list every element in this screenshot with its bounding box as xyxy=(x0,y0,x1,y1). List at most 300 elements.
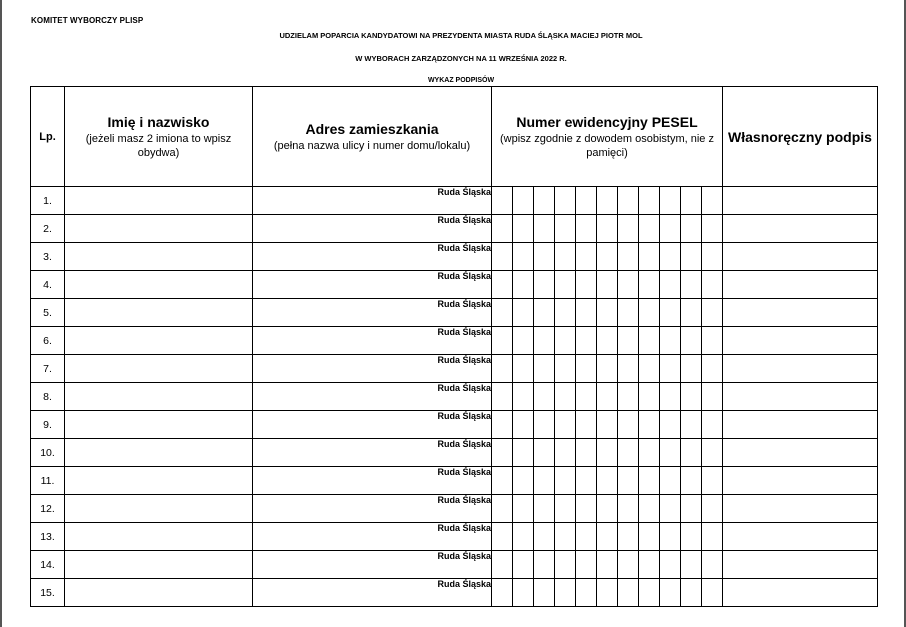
pesel-digit-grid xyxy=(492,187,722,214)
address-field[interactable] xyxy=(253,439,492,467)
pesel-digit-box[interactable] xyxy=(618,495,639,522)
committee-name: KOMITET WYBORCZY PLISP xyxy=(31,16,144,25)
address-city: Ruda Śląska xyxy=(437,523,491,533)
address-city: Ruda Śląska xyxy=(437,355,491,365)
pesel-digit-box[interactable] xyxy=(513,551,534,578)
address-field[interactable] xyxy=(253,215,492,243)
pesel-digit-grid xyxy=(492,243,722,270)
pesel-digit-box[interactable] xyxy=(534,439,555,466)
pesel-digit-grid xyxy=(492,383,722,410)
signature-field[interactable] xyxy=(723,299,878,327)
pesel-digit-box[interactable] xyxy=(576,467,597,494)
pesel-digit-box[interactable] xyxy=(618,383,639,410)
pesel-digit-box[interactable] xyxy=(618,523,639,550)
address-field[interactable] xyxy=(253,187,492,215)
name-field[interactable] xyxy=(65,551,253,579)
pesel-digit-box[interactable] xyxy=(702,327,722,354)
header-name xyxy=(65,87,253,187)
page-edge-left xyxy=(0,0,2,627)
table-row xyxy=(31,299,878,327)
pesel-digit-box[interactable] xyxy=(660,355,681,382)
pesel-digit-box[interactable] xyxy=(576,243,597,270)
pesel-digit-box[interactable] xyxy=(534,299,555,326)
header-address-title: Adres zamieszkania xyxy=(305,120,439,137)
table-row xyxy=(31,243,878,271)
pesel-digit-box[interactable] xyxy=(492,411,513,438)
pesel-digit-box[interactable] xyxy=(534,215,555,242)
pesel-digit-box[interactable] xyxy=(492,495,513,522)
table-row xyxy=(31,523,878,551)
pesel-digit-box[interactable] xyxy=(513,355,534,382)
pesel-field[interactable] xyxy=(492,271,723,299)
pesel-digit-box[interactable] xyxy=(639,439,660,466)
row-number: 14. xyxy=(31,551,65,579)
pesel-digit-box[interactable] xyxy=(597,495,618,522)
pesel-digit-box[interactable] xyxy=(534,355,555,382)
row-number: 8. xyxy=(31,383,65,411)
pesel-digit-box[interactable] xyxy=(618,299,639,326)
pesel-digit-box[interactable] xyxy=(597,551,618,578)
table-row xyxy=(31,467,878,495)
table-row xyxy=(31,439,878,467)
pesel-digit-box[interactable] xyxy=(597,243,618,270)
table-row xyxy=(31,411,878,439)
pesel-field[interactable] xyxy=(492,299,723,327)
pesel-digit-box[interactable] xyxy=(555,383,576,410)
address-field[interactable] xyxy=(253,355,492,383)
name-field[interactable] xyxy=(65,187,253,215)
pesel-digit-box[interactable] xyxy=(597,327,618,354)
address-field[interactable] xyxy=(253,383,492,411)
signature-table xyxy=(30,86,878,607)
pesel-digit-box[interactable] xyxy=(492,299,513,326)
row-number: 12. xyxy=(31,495,65,523)
pesel-digit-box[interactable] xyxy=(555,187,576,214)
pesel-digit-box[interactable] xyxy=(681,243,702,270)
pesel-digit-box[interactable] xyxy=(681,355,702,382)
address-city: Ruda Śląska xyxy=(437,383,491,393)
pesel-digit-box[interactable] xyxy=(702,579,722,606)
address-field[interactable] xyxy=(253,495,492,523)
pesel-digit-box[interactable] xyxy=(597,439,618,466)
address-city: Ruda Śląska xyxy=(437,551,491,561)
address-city: Ruda Śląska xyxy=(437,439,491,449)
pesel-digit-box[interactable] xyxy=(702,467,722,494)
pesel-digit-box[interactable] xyxy=(660,187,681,214)
pesel-digit-box[interactable] xyxy=(702,187,722,214)
pesel-digit-box[interactable] xyxy=(681,551,702,578)
pesel-field[interactable] xyxy=(492,551,723,579)
pesel-digit-box[interactable] xyxy=(492,215,513,242)
signature-field[interactable] xyxy=(723,215,878,243)
pesel-digit-box[interactable] xyxy=(660,523,681,550)
pesel-digit-box[interactable] xyxy=(618,187,639,214)
pesel-digit-grid xyxy=(492,327,722,354)
pesel-digit-box[interactable] xyxy=(492,523,513,550)
pesel-digit-grid xyxy=(492,299,722,326)
pesel-digit-box[interactable] xyxy=(639,243,660,270)
header-pesel-hint: (wpisz zgodnie z dowodem osobistym, nie z pamięci) xyxy=(500,132,714,159)
row-number: 2. xyxy=(31,215,65,243)
pesel-digit-box[interactable] xyxy=(618,467,639,494)
signature-field[interactable] xyxy=(723,411,878,439)
pesel-digit-box[interactable] xyxy=(576,355,597,382)
pesel-digit-box[interactable] xyxy=(576,551,597,578)
address-city: Ruda Śląska xyxy=(437,187,491,197)
pesel-digit-box[interactable] xyxy=(513,383,534,410)
pesel-digit-box[interactable] xyxy=(660,271,681,298)
pesel-digit-box[interactable] xyxy=(660,579,681,606)
pesel-digit-box[interactable] xyxy=(639,271,660,298)
pesel-digit-grid xyxy=(492,579,722,606)
pesel-digit-box[interactable] xyxy=(681,579,702,606)
pesel-digit-box[interactable] xyxy=(555,439,576,466)
pesel-digit-box[interactable] xyxy=(618,355,639,382)
pesel-digit-box[interactable] xyxy=(618,411,639,438)
name-field[interactable] xyxy=(65,523,253,551)
pesel-digit-box[interactable] xyxy=(639,411,660,438)
pesel-digit-grid xyxy=(492,523,722,550)
address-city: Ruda Śląska xyxy=(437,411,491,421)
pesel-digit-box[interactable] xyxy=(597,271,618,298)
pesel-digit-box[interactable] xyxy=(492,271,513,298)
address-field[interactable] xyxy=(253,243,492,271)
pesel-field[interactable] xyxy=(492,355,723,383)
header-lp: Lp. xyxy=(31,87,65,187)
pesel-digit-box[interactable] xyxy=(576,327,597,354)
signature-field[interactable] xyxy=(723,187,878,215)
pesel-digit-box[interactable] xyxy=(513,187,534,214)
name-field[interactable] xyxy=(65,243,253,271)
pesel-digit-box[interactable] xyxy=(618,579,639,606)
pesel-digit-box[interactable] xyxy=(702,243,722,270)
pesel-digit-box[interactable] xyxy=(492,579,513,606)
pesel-digit-box[interactable] xyxy=(576,579,597,606)
name-field[interactable] xyxy=(65,383,253,411)
address-field[interactable] xyxy=(253,411,492,439)
pesel-digit-box[interactable] xyxy=(618,551,639,578)
pesel-field[interactable] xyxy=(492,243,723,271)
name-field[interactable] xyxy=(65,467,253,495)
pesel-digit-box[interactable] xyxy=(681,467,702,494)
header-pesel-title: Numer ewidencyjny PESEL xyxy=(516,113,698,130)
pesel-digit-box[interactable] xyxy=(660,243,681,270)
signature-field[interactable] xyxy=(723,271,878,299)
pesel-digit-box[interactable] xyxy=(681,495,702,522)
address-field[interactable] xyxy=(253,271,492,299)
pesel-digit-box[interactable] xyxy=(639,299,660,326)
row-number: 5. xyxy=(31,299,65,327)
pesel-digit-box[interactable] xyxy=(681,327,702,354)
name-field[interactable] xyxy=(65,299,253,327)
pesel-digit-box[interactable] xyxy=(492,439,513,466)
row-number: 9. xyxy=(31,411,65,439)
pesel-digit-box[interactable] xyxy=(513,467,534,494)
pesel-digit-box[interactable] xyxy=(534,495,555,522)
address-city: Ruda Śląska xyxy=(437,495,491,505)
row-number: 11. xyxy=(31,467,65,495)
pesel-digit-box[interactable] xyxy=(660,327,681,354)
pesel-digit-box[interactable] xyxy=(639,551,660,578)
pesel-digit-box[interactable] xyxy=(513,243,534,270)
pesel-digit-box[interactable] xyxy=(702,495,722,522)
address-city: Ruda Śląska xyxy=(437,467,491,477)
row-number: 15. xyxy=(31,579,65,607)
pesel-digit-box[interactable] xyxy=(639,187,660,214)
pesel-digit-box[interactable] xyxy=(576,271,597,298)
name-field[interactable] xyxy=(65,215,253,243)
name-field[interactable] xyxy=(65,411,253,439)
address-city: Ruda Śląska xyxy=(437,243,491,253)
name-field[interactable] xyxy=(65,271,253,299)
pesel-digit-box[interactable] xyxy=(597,299,618,326)
pesel-digit-box[interactable] xyxy=(639,327,660,354)
signature-field[interactable] xyxy=(723,579,878,607)
pesel-digit-box[interactable] xyxy=(639,215,660,242)
pesel-digit-box[interactable] xyxy=(702,215,722,242)
address-field[interactable] xyxy=(253,467,492,495)
table-row xyxy=(31,215,878,243)
pesel-digit-box[interactable] xyxy=(597,467,618,494)
pesel-field[interactable] xyxy=(492,523,723,551)
signature-field[interactable] xyxy=(723,383,878,411)
name-field[interactable] xyxy=(65,355,253,383)
pesel-digit-box[interactable] xyxy=(618,271,639,298)
pesel-field[interactable] xyxy=(492,383,723,411)
address-field[interactable] xyxy=(253,523,492,551)
pesel-digit-box[interactable] xyxy=(534,383,555,410)
pesel-digit-box[interactable] xyxy=(639,495,660,522)
pesel-digit-box[interactable] xyxy=(576,215,597,242)
pesel-digit-box[interactable] xyxy=(576,439,597,466)
pesel-digit-box[interactable] xyxy=(555,579,576,606)
address-city: Ruda Śląska xyxy=(437,271,491,281)
pesel-digit-box[interactable] xyxy=(639,355,660,382)
pesel-field[interactable] xyxy=(492,327,723,355)
pesel-digit-box[interactable] xyxy=(618,243,639,270)
pesel-digit-box[interactable] xyxy=(513,411,534,438)
pesel-digit-box[interactable] xyxy=(576,383,597,410)
pesel-digit-grid xyxy=(492,355,722,382)
pesel-digit-box[interactable] xyxy=(555,355,576,382)
pesel-digit-box[interactable] xyxy=(555,243,576,270)
pesel-digit-box[interactable] xyxy=(513,299,534,326)
table-row xyxy=(31,383,878,411)
pesel-digit-box[interactable] xyxy=(681,411,702,438)
pesel-digit-box[interactable] xyxy=(576,411,597,438)
pesel-digit-box[interactable] xyxy=(660,467,681,494)
pesel-digit-box[interactable] xyxy=(681,271,702,298)
pesel-digit-box[interactable] xyxy=(534,551,555,578)
pesel-digit-grid xyxy=(492,411,722,438)
address-field[interactable] xyxy=(253,579,492,607)
pesel-digit-box[interactable] xyxy=(555,467,576,494)
pesel-digit-box[interactable] xyxy=(492,467,513,494)
header-address xyxy=(253,87,492,187)
pesel-digit-box[interactable] xyxy=(681,299,702,326)
election-date-line: W WYBORACH ZARZĄDZONYCH NA 11 WRZEŚNIA 2022 R. xyxy=(355,54,567,63)
pesel-digit-box[interactable] xyxy=(576,523,597,550)
pesel-digit-box[interactable] xyxy=(702,271,722,298)
support-statement: UDZIELAM POPARCIA KANDYDATOWI NA PREZYDENTA MIASTA RUDA ŚLĄSKA MACIEJ PIOTR MOL xyxy=(279,31,643,40)
signature-field[interactable] xyxy=(723,243,878,271)
row-number: 3. xyxy=(31,243,65,271)
address-field[interactable] xyxy=(253,327,492,355)
pesel-field[interactable] xyxy=(492,495,723,523)
pesel-digit-box[interactable] xyxy=(639,579,660,606)
signature-field[interactable] xyxy=(723,355,878,383)
pesel-digit-box[interactable] xyxy=(660,383,681,410)
address-field[interactable] xyxy=(253,551,492,579)
table-row xyxy=(31,327,878,355)
pesel-digit-box[interactable] xyxy=(618,439,639,466)
pesel-digit-box[interactable] xyxy=(492,243,513,270)
pesel-digit-box[interactable] xyxy=(597,579,618,606)
pesel-digit-box[interactable] xyxy=(681,187,702,214)
name-field[interactable] xyxy=(65,579,253,607)
address-city: Ruda Śląska xyxy=(437,579,491,589)
pesel-digit-grid xyxy=(492,271,722,298)
row-number: 6. xyxy=(31,327,65,355)
pesel-digit-box[interactable] xyxy=(513,327,534,354)
address-field[interactable] xyxy=(253,299,492,327)
pesel-digit-box[interactable] xyxy=(618,215,639,242)
header-signature: Własnoręczny podpis xyxy=(723,87,878,187)
pesel-digit-box[interactable] xyxy=(597,215,618,242)
pesel-digit-grid xyxy=(492,215,722,242)
address-city: Ruda Śląska xyxy=(437,299,491,309)
pesel-digit-box[interactable] xyxy=(513,523,534,550)
pesel-digit-box[interactable] xyxy=(555,215,576,242)
pesel-digit-box[interactable] xyxy=(534,243,555,270)
pesel-digit-box[interactable] xyxy=(576,299,597,326)
pesel-digit-box[interactable] xyxy=(492,551,513,578)
signature-field[interactable] xyxy=(723,439,878,467)
table-row xyxy=(31,551,878,579)
header-name-title: Imię i nazwisko xyxy=(107,113,210,130)
pesel-digit-box[interactable] xyxy=(513,271,534,298)
row-number: 1. xyxy=(31,187,65,215)
pesel-digit-box[interactable] xyxy=(702,523,722,550)
pesel-digit-box[interactable] xyxy=(555,327,576,354)
table-row xyxy=(31,355,878,383)
signature-list-title: WYKAZ PODPISÓW xyxy=(427,77,495,84)
pesel-digit-box[interactable] xyxy=(702,439,722,466)
pesel-digit-box[interactable] xyxy=(660,411,681,438)
pesel-digit-box[interactable] xyxy=(597,523,618,550)
pesel-digit-box[interactable] xyxy=(513,215,534,242)
pesel-digit-grid xyxy=(492,495,722,522)
pesel-digit-box[interactable] xyxy=(660,439,681,466)
pesel-digit-box[interactable] xyxy=(534,411,555,438)
pesel-digit-box[interactable] xyxy=(513,579,534,606)
pesel-digit-box[interactable] xyxy=(534,187,555,214)
table-row xyxy=(31,579,878,607)
pesel-digit-grid xyxy=(492,439,722,466)
pesel-digit-box[interactable] xyxy=(702,355,722,382)
header-name-hint: (jeżeli masz 2 imiona to wpisz obydwa) xyxy=(85,132,232,159)
signature-field[interactable] xyxy=(723,523,878,551)
pesel-digit-box[interactable] xyxy=(660,215,681,242)
pesel-digit-box[interactable] xyxy=(555,495,576,522)
pesel-digit-box[interactable] xyxy=(639,467,660,494)
pesel-digit-box[interactable] xyxy=(681,523,702,550)
pesel-digit-box[interactable] xyxy=(681,215,702,242)
address-city: Ruda Śląska xyxy=(437,215,491,225)
pesel-digit-box[interactable] xyxy=(660,495,681,522)
pesel-field[interactable] xyxy=(492,411,723,439)
pesel-digit-box[interactable] xyxy=(702,411,722,438)
pesel-digit-box[interactable] xyxy=(576,187,597,214)
pesel-digit-box[interactable] xyxy=(576,495,597,522)
pesel-digit-box[interactable] xyxy=(597,411,618,438)
signature-field[interactable] xyxy=(723,495,878,523)
name-field[interactable] xyxy=(65,327,253,355)
name-field[interactable] xyxy=(65,495,253,523)
pesel-digit-box[interactable] xyxy=(702,551,722,578)
row-number: 13. xyxy=(31,523,65,551)
pesel-digit-box[interactable] xyxy=(660,551,681,578)
pesel-digit-box[interactable] xyxy=(618,327,639,354)
pesel-digit-box[interactable] xyxy=(702,299,722,326)
pesel-digit-box[interactable] xyxy=(702,383,722,410)
pesel-digit-box[interactable] xyxy=(555,551,576,578)
pesel-digit-box[interactable] xyxy=(534,523,555,550)
table-header-row xyxy=(31,87,878,187)
pesel-field[interactable] xyxy=(492,579,723,607)
pesel-digit-grid xyxy=(492,551,722,578)
pesel-digit-box[interactable] xyxy=(534,579,555,606)
table-row xyxy=(31,495,878,523)
pesel-digit-box[interactable] xyxy=(681,383,702,410)
pesel-field[interactable] xyxy=(492,467,723,495)
row-number: 10. xyxy=(31,439,65,467)
pesel-digit-box[interactable] xyxy=(534,327,555,354)
pesel-digit-box[interactable] xyxy=(639,523,660,550)
pesel-digit-box[interactable] xyxy=(681,439,702,466)
pesel-field[interactable] xyxy=(492,439,723,467)
pesel-digit-box[interactable] xyxy=(492,383,513,410)
pesel-digit-box[interactable] xyxy=(555,411,576,438)
pesel-field[interactable] xyxy=(492,187,723,215)
pesel-digit-box[interactable] xyxy=(597,383,618,410)
pesel-digit-box[interactable] xyxy=(555,299,576,326)
pesel-digit-box[interactable] xyxy=(660,299,681,326)
row-number: 7. xyxy=(31,355,65,383)
pesel-digit-box[interactable] xyxy=(534,271,555,298)
pesel-digit-box[interactable] xyxy=(555,523,576,550)
signature-field[interactable] xyxy=(723,467,878,495)
pesel-digit-box[interactable] xyxy=(534,467,555,494)
signature-field[interactable] xyxy=(723,327,878,355)
pesel-digit-box[interactable] xyxy=(555,271,576,298)
table-row xyxy=(31,187,878,215)
pesel-digit-box[interactable] xyxy=(597,355,618,382)
pesel-digit-box[interactable] xyxy=(597,187,618,214)
pesel-digit-grid xyxy=(492,467,722,494)
table-row xyxy=(31,271,878,299)
pesel-digit-box[interactable] xyxy=(513,439,534,466)
pesel-digit-box[interactable] xyxy=(492,187,513,214)
header-address-hint: (pełna nazwa ulicy i numer domu/lokalu) xyxy=(273,139,471,152)
pesel-digit-box[interactable] xyxy=(492,327,513,354)
signature-field[interactable] xyxy=(723,551,878,579)
pesel-digit-box[interactable] xyxy=(639,383,660,410)
pesel-digit-box[interactable] xyxy=(513,495,534,522)
pesel-field[interactable] xyxy=(492,215,723,243)
name-field[interactable] xyxy=(65,439,253,467)
pesel-digit-box[interactable] xyxy=(492,355,513,382)
